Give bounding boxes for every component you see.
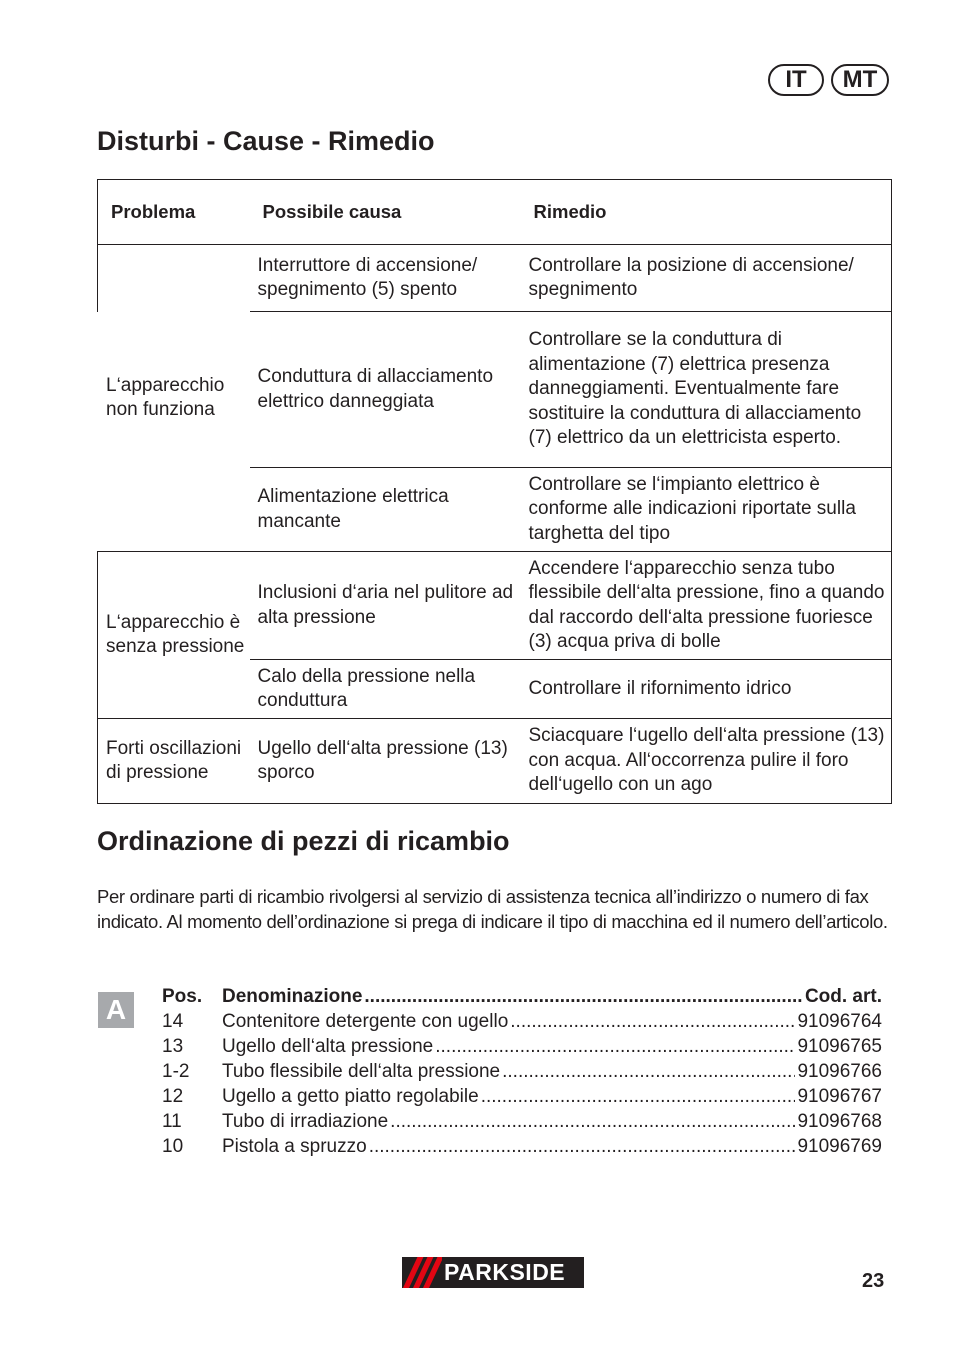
list-item: [162, 1059, 882, 1084]
leader-dots: [364, 984, 803, 1009]
cause-cell: Inclusioni d‘aria nel pulitore ad alta pressione: [250, 552, 521, 660]
item-name: Pistola a spruzzo: [222, 1136, 367, 1157]
parts-header-row: [162, 984, 882, 1009]
item-pos: 1-2: [162, 1061, 190, 1082]
item-code: 91096766: [797, 1061, 882, 1082]
brand-stripes-icon: [402, 1257, 442, 1288]
cause-cell: Interruttore di accensione/ spegnimento (5) spento: [250, 245, 521, 312]
parkside-logo: [402, 1257, 584, 1288]
header-code: Cod. art.: [804, 986, 882, 1007]
leader-dots: [390, 1109, 795, 1134]
list-item: [162, 1109, 882, 1134]
page-number: 23: [862, 1270, 885, 1292]
leader-dots: [481, 1084, 796, 1109]
remedy-cell: Controllare la posizione di accensione/ spegnimento: [521, 245, 892, 312]
item-name: Tubo flessibile dell‘alta pressione: [222, 1061, 501, 1082]
list-item: [162, 1009, 882, 1034]
item-name: Contenitore detergente con ugello: [222, 1011, 509, 1032]
item-code: 91096769: [797, 1136, 882, 1157]
remedy-cell: Controllare se la conduttura di alimentazione (7) elettrica presenza danneggiamenti. Eventualmente fare sostituire la conduttura di allacciamento (7) elettrico da un elettricista esperto.: [521, 312, 892, 468]
item-pos: 13: [162, 1036, 184, 1057]
item-pos: 12: [162, 1086, 184, 1107]
cause-cell: Calo della pressione nella conduttura: [250, 660, 521, 719]
leader-dots: [435, 1034, 795, 1059]
problem-cell: Forti oscillazioni di pressione: [98, 719, 250, 804]
troubleshooting-table: [97, 179, 892, 804]
item-code: 91096767: [797, 1086, 882, 1107]
item-name: Ugello dell‘alta pressione: [222, 1036, 434, 1057]
troubleshooting-title: Disturbi - Cause - Rimedio: [97, 126, 435, 156]
cause-cell: Ugello dell‘alta pressione (13) sporco: [250, 719, 521, 804]
header-pos: Pos.: [162, 986, 203, 1007]
header-remedy: Rimedio: [521, 180, 892, 245]
spare-parts-list: [162, 984, 882, 1159]
list-item: [162, 1034, 882, 1059]
leader-dots: [369, 1134, 796, 1159]
leader-dots: [510, 1009, 795, 1034]
header-name: Denominazione: [222, 986, 363, 1007]
remedy-cell: Controllare il rifornimento idrico: [521, 660, 892, 719]
header-cause: Possibile causa: [250, 180, 521, 245]
item-code: 91096764: [797, 1011, 882, 1032]
item-pos: 14: [162, 1011, 184, 1032]
leader-dots: [502, 1059, 795, 1084]
table-row: [98, 719, 892, 804]
cause-cell: Conduttura di allacciamento elettrico danneggiata: [250, 312, 521, 468]
problem-cell: L‘apparecchio è senza pressione: [98, 552, 250, 719]
cause-cell: Alimentazione elettrica mancante: [250, 468, 521, 552]
language-badge-mt: MT: [831, 64, 889, 96]
item-name: Ugello a getto piatto regolabile: [222, 1086, 479, 1107]
remedy-cell: Sciacquare l‘ugello dell‘alta pressione (13) con acqua. All‘occorrenza pulire il foro dell‘ugello con un ago: [521, 719, 892, 804]
table-row: [98, 552, 892, 660]
language-badge-it: IT: [768, 64, 824, 96]
item-code: 91096765: [797, 1036, 882, 1057]
table-header-row: [98, 180, 892, 245]
table-row: [98, 245, 892, 312]
brand-wordmark: PARKSIDE: [444, 1259, 566, 1285]
remedy-cell: Accendere l‘apparecchio senza tubo flessibile dell‘alta pressione, fino a quando dal raccordo dell‘alta pressione fuoriesce (3) acqua priva di bolle: [521, 552, 892, 660]
spare-parts-intro: Per ordinare parti di ricambio rivolgersi al servizio di assistenza tecnica all’indirizzo o numero di fax indicato. Al momento dell’ordinazione si prega di indicare il tipo di macchina ed il numero dell’articolo.: [97, 886, 888, 932]
item-name: Tubo di irradiazione: [222, 1111, 389, 1132]
remedy-cell: Controllare se l‘impianto elettrico è conforme alle indicazioni riportate sulla targhetta del tipo: [521, 468, 892, 552]
spare-parts-title: Ordinazione di pezzi di ricambio: [97, 826, 510, 856]
item-pos: 10: [162, 1136, 184, 1157]
item-pos: 11: [162, 1111, 182, 1132]
list-item: [162, 1134, 882, 1159]
list-item: [162, 1084, 882, 1109]
item-code: 91096768: [797, 1111, 882, 1132]
header-problem: Problema: [98, 180, 250, 245]
problem-cell: L‘apparecchio non funziona: [98, 245, 250, 552]
figure-label-badge: A: [98, 992, 134, 1028]
